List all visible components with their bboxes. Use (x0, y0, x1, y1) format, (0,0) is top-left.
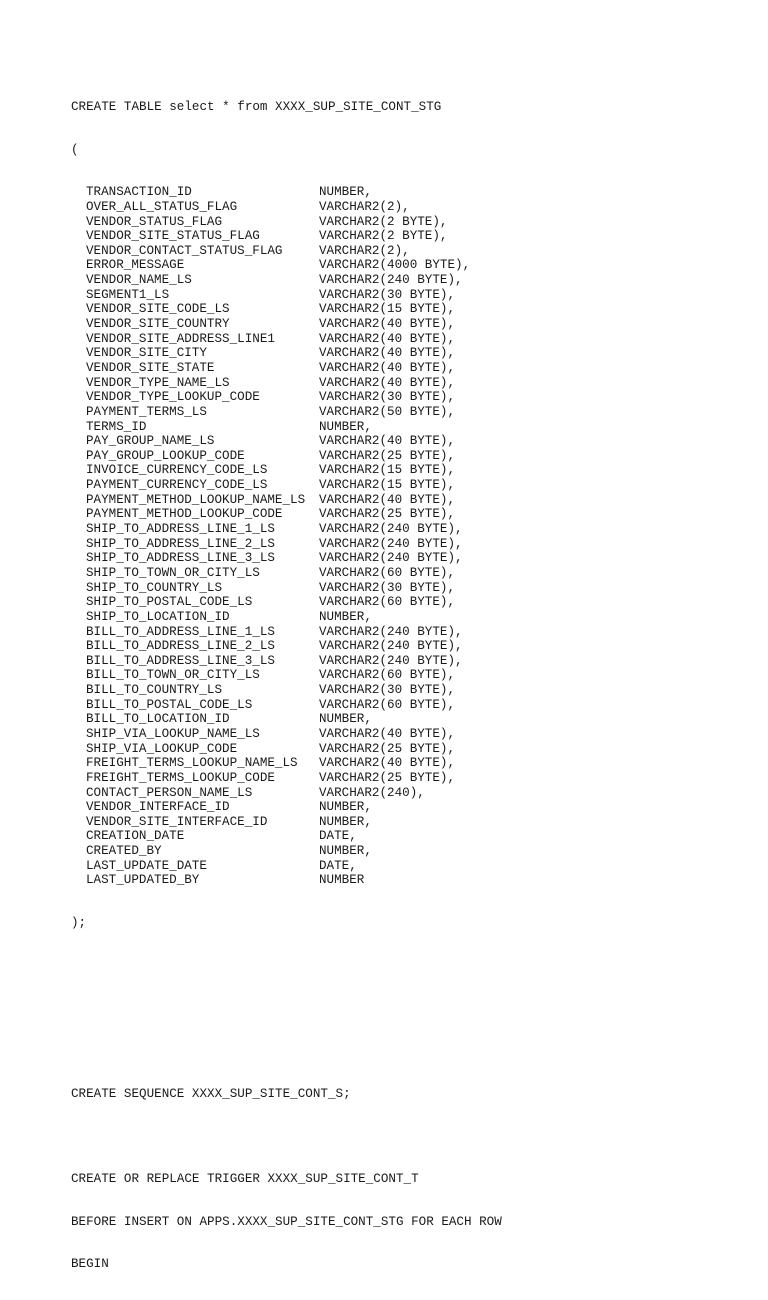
column-name: BILL_TO_ADDRESS_LINE_2_LS (86, 639, 275, 654)
column-row (71, 639, 502, 654)
column-name: VENDOR_TYPE_LOOKUP_CODE (86, 390, 260, 405)
column-row (71, 668, 502, 683)
column-name: TRANSACTION_ID (86, 185, 192, 200)
column-name: LAST_UPDATED_BY (86, 873, 200, 888)
column-name: PAYMENT_CURRENCY_CODE_LS (86, 478, 268, 493)
column-name: SHIP_VIA_LOOKUP_NAME_LS (86, 726, 260, 741)
column-name: BILL_TO_ADDRESS_LINE_3_LS (86, 653, 275, 668)
column-name: VENDOR_INTERFACE_ID (86, 800, 230, 815)
column-row (71, 566, 502, 581)
column-name: VENDOR_CONTACT_STATUS_FLAG (86, 243, 283, 258)
column-row (71, 581, 502, 596)
column-row (71, 873, 502, 888)
column-name: VENDOR_NAME_LS (86, 273, 192, 288)
column-type: VARCHAR2(15 BYTE), (319, 478, 456, 493)
column-row (71, 493, 502, 508)
column-row (71, 434, 502, 449)
column-type: DATE, (319, 858, 357, 873)
column-name: TERMS_ID (86, 419, 147, 434)
column-row (71, 537, 502, 552)
column-row (71, 522, 502, 537)
trigger-line-2: BEFORE INSERT ON APPS.XXXX_SUP_SITE_CONT_STG FOR EACH ROW (71, 1214, 502, 1229)
column-type: VARCHAR2(15 BYTE), (319, 463, 456, 478)
column-name: VENDOR_SITE_COUNTRY (86, 317, 230, 332)
column-type: VARCHAR2(30 BYTE), (319, 683, 456, 698)
column-row (71, 244, 502, 259)
column-type: VARCHAR2(15 BYTE), (319, 302, 456, 317)
column-name: CONTACT_PERSON_NAME_LS (86, 785, 253, 800)
column-row (71, 698, 502, 713)
column-type: VARCHAR2(40 BYTE), (319, 317, 456, 332)
column-row (71, 420, 502, 435)
column-name: VENDOR_SITE_INTERFACE_ID (86, 814, 268, 829)
column-row (71, 610, 502, 625)
column-name: BILL_TO_TOWN_OR_CITY_LS (86, 668, 260, 683)
column-row (71, 229, 502, 244)
column-name: VENDOR_SITE_STATE (86, 360, 215, 375)
column-row (71, 815, 502, 830)
column-type: VARCHAR2(60 BYTE), (319, 697, 456, 712)
column-row (71, 302, 502, 317)
column-name: LAST_UPDATE_DATE (86, 858, 207, 873)
column-type: VARCHAR2(25 BYTE), (319, 448, 456, 463)
blank-line (71, 1044, 502, 1059)
column-name: CREATION_DATE (86, 829, 185, 844)
column-row (71, 390, 502, 405)
blank-line (71, 959, 502, 974)
column-name: SHIP_VIA_LOOKUP_CODE (86, 741, 238, 756)
column-name: VENDOR_STATUS_FLAG (86, 214, 223, 229)
column-type: VARCHAR2(60 BYTE), (319, 668, 456, 683)
column-type: VARCHAR2(60 BYTE), (319, 595, 456, 610)
column-row (71, 654, 502, 669)
column-row (71, 786, 502, 801)
column-name: CREATED_BY (86, 844, 162, 859)
column-type: VARCHAR2(25 BYTE), (319, 507, 456, 522)
column-type: VARCHAR2(30 BYTE), (319, 580, 456, 595)
column-row (71, 258, 502, 273)
column-type: VARCHAR2(40 BYTE), (319, 331, 456, 346)
column-row (71, 405, 502, 420)
column-type: VARCHAR2(2 BYTE), (319, 214, 448, 229)
column-row (71, 551, 502, 566)
column-type: VARCHAR2(4000 BYTE), (319, 258, 471, 273)
column-name: VENDOR_TYPE_NAME_LS (86, 375, 230, 390)
column-type: VARCHAR2(40 BYTE), (319, 492, 456, 507)
column-type: NUMBER, (319, 844, 372, 859)
column-row (71, 756, 502, 771)
column-type: VARCHAR2(25 BYTE), (319, 741, 456, 756)
column-type: VARCHAR2(240), (319, 785, 425, 800)
column-row (71, 829, 502, 844)
column-name: BILL_TO_LOCATION_ID (86, 712, 230, 727)
column-row (71, 215, 502, 230)
column-name: VENDOR_SITE_CODE_LS (86, 302, 230, 317)
column-type: NUMBER, (319, 419, 372, 434)
column-type: VARCHAR2(240 BYTE), (319, 653, 463, 668)
column-row (71, 478, 502, 493)
column-row (71, 200, 502, 215)
create-table-header: CREATE TABLE select * from XXXX_SUP_SITE_CONT_STG (71, 100, 442, 114)
column-type: NUMBER, (319, 609, 372, 624)
column-name: SHIP_TO_COUNTRY_LS (86, 580, 223, 595)
column-definitions (71, 185, 502, 888)
column-type: VARCHAR2(30 BYTE), (319, 390, 456, 405)
column-name: PAY_GROUP_NAME_LS (86, 434, 215, 449)
column-name: BILL_TO_POSTAL_CODE_LS (86, 697, 253, 712)
column-type: NUMBER (319, 873, 365, 888)
column-name: INVOICE_CURRENCY_CODE_LS (86, 463, 268, 478)
column-type: VARCHAR2(2 BYTE), (319, 229, 448, 244)
column-name: FREIGHT_TERMS_LOOKUP_CODE (86, 770, 275, 785)
column-row (71, 507, 502, 522)
column-type: DATE, (319, 829, 357, 844)
column-name: SHIP_TO_TOWN_OR_CITY_LS (86, 565, 260, 580)
column-type: VARCHAR2(40 BYTE), (319, 346, 456, 361)
column-type: VARCHAR2(25 BYTE), (319, 770, 456, 785)
column-type: VARCHAR2(240 BYTE), (319, 624, 463, 639)
column-row (71, 317, 502, 332)
column-row (71, 625, 502, 640)
column-type: VARCHAR2(40 BYTE), (319, 726, 456, 741)
column-type: NUMBER, (319, 814, 372, 829)
column-row (71, 346, 502, 361)
column-name: FREIGHT_TERMS_LOOKUP_NAME_LS (86, 756, 298, 771)
column-row (71, 361, 502, 376)
sql-code-block (71, 72, 502, 1300)
column-row (71, 288, 502, 303)
column-row (71, 449, 502, 464)
column-name: BILL_TO_ADDRESS_LINE_1_LS (86, 624, 275, 639)
blank-line (71, 1001, 502, 1016)
column-type: VARCHAR2(50 BYTE), (319, 404, 456, 419)
column-type: VARCHAR2(30 BYTE), (319, 287, 456, 302)
column-name: SHIP_TO_ADDRESS_LINE_2_LS (86, 536, 275, 551)
column-name: SEGMENT1_LS (86, 287, 170, 302)
trigger-line-1: CREATE OR REPLACE TRIGGER XXXX_SUP_SITE_CONT_T (71, 1171, 419, 1186)
column-name: OVER_ALL_STATUS_FLAG (86, 199, 238, 214)
column-type: VARCHAR2(240 BYTE), (319, 536, 463, 551)
column-type: VARCHAR2(40 BYTE), (319, 360, 456, 375)
column-type: NUMBER, (319, 800, 372, 815)
column-type: VARCHAR2(60 BYTE), (319, 565, 456, 580)
column-name: PAYMENT_TERMS_LS (86, 404, 207, 419)
column-type: VARCHAR2(40 BYTE), (319, 375, 456, 390)
column-row (71, 859, 502, 874)
column-name: SHIP_TO_ADDRESS_LINE_1_LS (86, 522, 275, 537)
column-name: SHIP_TO_ADDRESS_LINE_3_LS (86, 551, 275, 566)
column-row (71, 800, 502, 815)
column-row (71, 595, 502, 610)
create-sequence-statement: CREATE SEQUENCE XXXX_SUP_SITE_CONT_S; (71, 1086, 351, 1101)
column-row (71, 273, 502, 288)
column-type: VARCHAR2(240 BYTE), (319, 273, 463, 288)
column-row (71, 332, 502, 347)
close-statement: ); (71, 916, 87, 931)
column-row (71, 844, 502, 859)
column-row (71, 683, 502, 698)
column-type: VARCHAR2(2), (319, 199, 410, 214)
column-row (71, 712, 502, 727)
column-type: VARCHAR2(40 BYTE), (319, 434, 456, 449)
column-row (71, 463, 502, 478)
column-type: VARCHAR2(240 BYTE), (319, 551, 463, 566)
column-name: VENDOR_SITE_CITY (86, 346, 207, 361)
column-name: ERROR_MESSAGE (86, 258, 185, 273)
column-type: VARCHAR2(240 BYTE), (319, 639, 463, 654)
column-name: SHIP_TO_LOCATION_ID (86, 609, 230, 624)
blank-line (71, 1129, 502, 1144)
column-row (71, 185, 502, 200)
column-name: VENDOR_SITE_ADDRESS_LINE1 (86, 331, 275, 346)
column-type: VARCHAR2(2), (319, 243, 410, 258)
column-name: VENDOR_SITE_STATUS_FLAG (86, 229, 260, 244)
column-name: PAYMENT_METHOD_LOOKUP_NAME_LS (86, 492, 306, 507)
column-row (71, 727, 502, 742)
column-type: NUMBER, (319, 185, 372, 200)
trigger-line-3: BEGIN (71, 1257, 109, 1272)
column-row (71, 771, 502, 786)
column-type: VARCHAR2(240 BYTE), (319, 522, 463, 537)
column-type: VARCHAR2(40 BYTE), (319, 756, 456, 771)
column-name: PAYMENT_METHOD_LOOKUP_CODE (86, 507, 283, 522)
column-row (71, 376, 502, 391)
column-row (71, 742, 502, 757)
open-paren: ( (71, 142, 79, 157)
column-name: BILL_TO_COUNTRY_LS (86, 683, 223, 698)
column-name: SHIP_TO_POSTAL_CODE_LS (86, 595, 253, 610)
column-name: PAY_GROUP_LOOKUP_CODE (86, 448, 245, 463)
column-type: NUMBER, (319, 712, 372, 727)
